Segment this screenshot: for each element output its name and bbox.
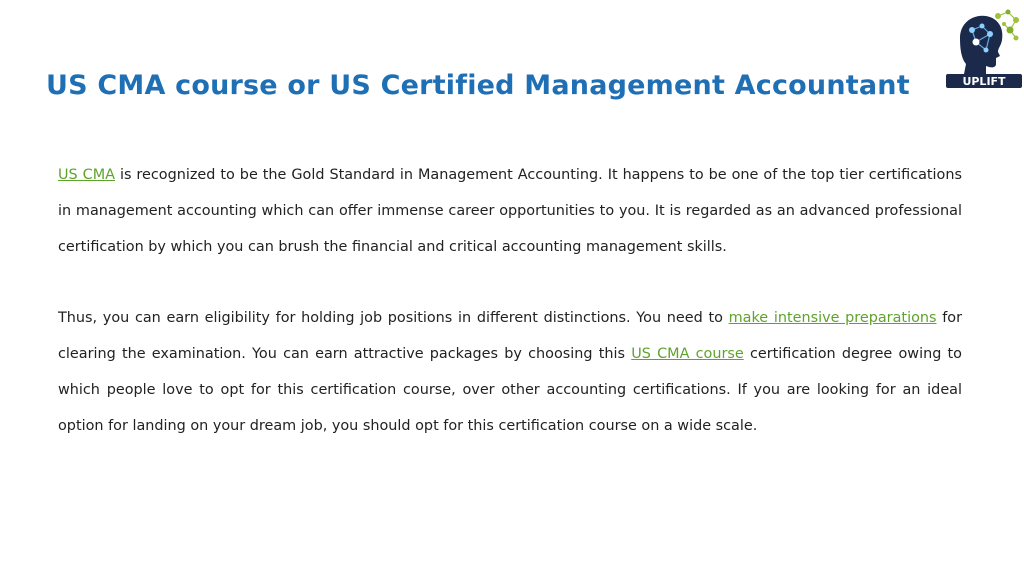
head-network-logo-icon	[946, 8, 1022, 90]
paragraph-2-text-1: Thus, you can earn eligibility for holding job positions in different distinctions. You need to	[58, 310, 729, 327]
paragraph-1	[58, 158, 962, 265]
logo-text: UPLIFT	[962, 75, 1006, 88]
paragraph-2-text-3: certification degree owing to which people love to opt for this certification course, over other accounting certifications. If you are looking for an ideal option for landing on your dream job, you should opt for this certification course on a wide scale.	[58, 345, 962, 434]
make-intensive-preparations-link[interactable]: make intensive preparations	[728, 310, 937, 327]
us-cma-course-link[interactable]: US CMA course	[631, 345, 744, 362]
us-cma-link[interactable]: US CMA	[58, 167, 115, 183]
paragraph-2	[58, 301, 962, 444]
slide-body	[58, 158, 962, 444]
uplift-logo	[946, 8, 1022, 90]
paragraph-1-text: is recognized to be the Gold Standard in Management Accounting. It happens to be one of the top tier certifications in management accounting which can offer immense career opportunities to you. It is regarded as an advanced professional certification by which you can brush the financial and critical accounting management skills.	[58, 167, 962, 255]
paragraph-2-text-2: for clearing the examination. You can earn attractive packages by choosing this	[58, 310, 962, 362]
slide-title: US CMA course or US Certified Management Accountant	[46, 70, 910, 101]
